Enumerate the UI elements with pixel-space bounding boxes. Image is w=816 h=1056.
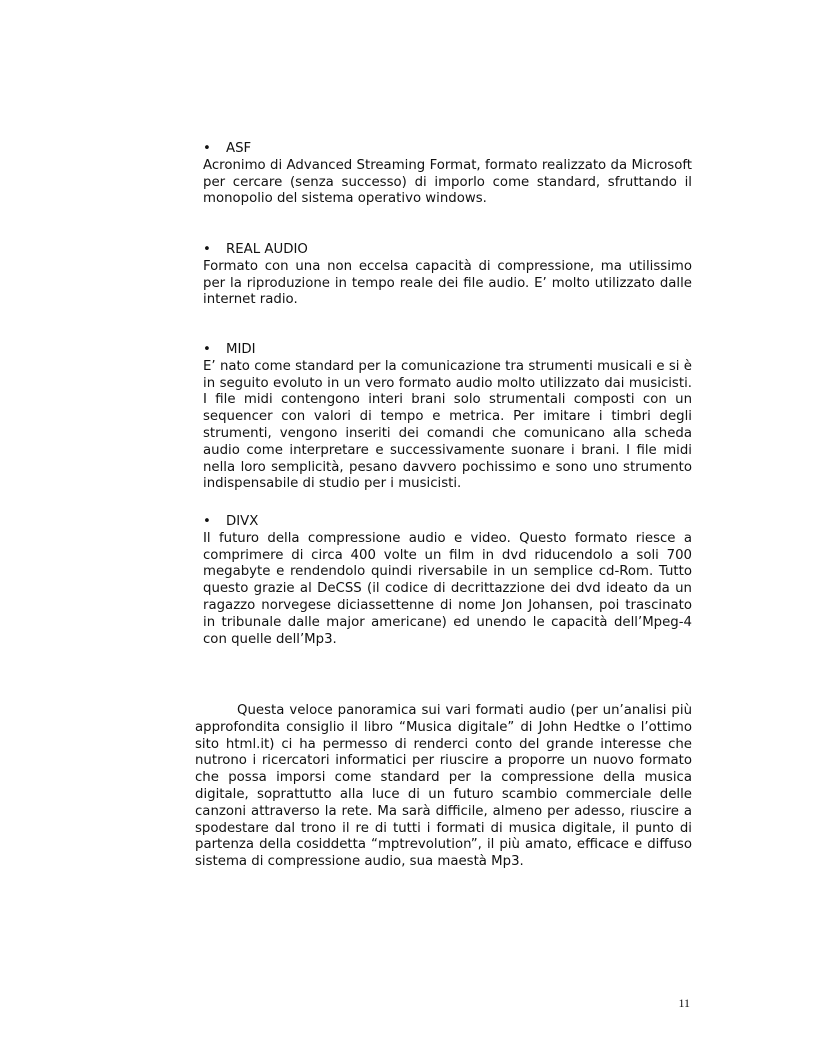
bullet-icon: •: [203, 141, 211, 156]
section-title: DIVX: [226, 514, 259, 529]
section-heading: [203, 242, 692, 259]
section-title: MIDI: [226, 342, 256, 357]
section-real-audio: [203, 242, 692, 309]
section-heading: [203, 141, 692, 158]
section-text: Formato con una non eccelsa capacità di compressione, ma utilissimo per la riproduzione in tempo reale dei file audio. E’ molto utilizzato dalle internet radio.: [203, 258, 692, 308]
section-midi: [203, 342, 692, 493]
section-divx: [203, 514, 692, 648]
section-title: ASF: [226, 141, 252, 156]
section-text: Il futuro della compressione audio e video. Questo formato riesce a comprimere di circa 400 volte un film in dvd riducendolo a soli 700 megabyte e rendendolo quindi riversabile in un semplice cd-Rom. Tutto questo grazie al DeCSS (il codice di decrittazzione dei dvd ideato da un ragazzo norvegese diciassettenne di nome Jon Johansen, poi trascinato in tribunale dalle major americane) ed unendo le capacità dell’Mpeg-4 con quelle dell’Mp3.: [203, 530, 692, 647]
closing-paragraph: Questa veloce panoramica sui vari formati audio (per un’analisi più approfondita consiglio il libro “Musica digitale” di John Hedtke o l’ottimo sito html.it) ci ha permesso di renderci conto del grande interesse che nutrono i ricercatori informatici per riuscire a proporre un nuovo formato che possa imporsi come standard per la compressione della musica digitale, soprattutto alla luce di un futuro scambio commerciale delle canzoni attraverso la rete. Ma sarà difficile, almeno per adesso, riuscire a spodestare dal trono il re di tutti i formati di musica digitale, il punto di partenza della cosiddetta “mptrevolution”, il più amato, efficace e diffuso sistema di compressione audio, sua maestà Mp3.: [195, 703, 692, 870]
bullet-icon: •: [203, 242, 211, 257]
section-title: REAL AUDIO: [226, 242, 308, 257]
section-heading: [203, 342, 692, 359]
section-text: Acronimo di Advanced Streaming Format, formato realizzato da Microsoft per cercare (senza successo) di imporlo come standard, sfruttando il monopolio del sistema operativo windows.: [203, 157, 692, 207]
section-heading: [203, 514, 692, 531]
bullet-icon: •: [203, 514, 211, 529]
page-number: 11: [678, 996, 690, 1010]
section-text: E’ nato come standard per la comunicazione tra strumenti musicali e si è in seguito evoluto in un vero formato audio molto utilizzato dai musicisti. I file midi contengono interi brani solo strumentali composti con un sequencer con valori di tempo e metrica. Per imitare i timbri degli strumenti, vengono inseriti dei comandi che comunicano alla scheda audio come interpretare e successivamente suonare i brani. I file midi nella loro semplicità, pesano davvero pochissimo e sono uno strumento indispensabile di studio per i musicisti.: [203, 358, 692, 492]
section-asf: [203, 141, 692, 208]
bullet-icon: •: [203, 342, 211, 357]
